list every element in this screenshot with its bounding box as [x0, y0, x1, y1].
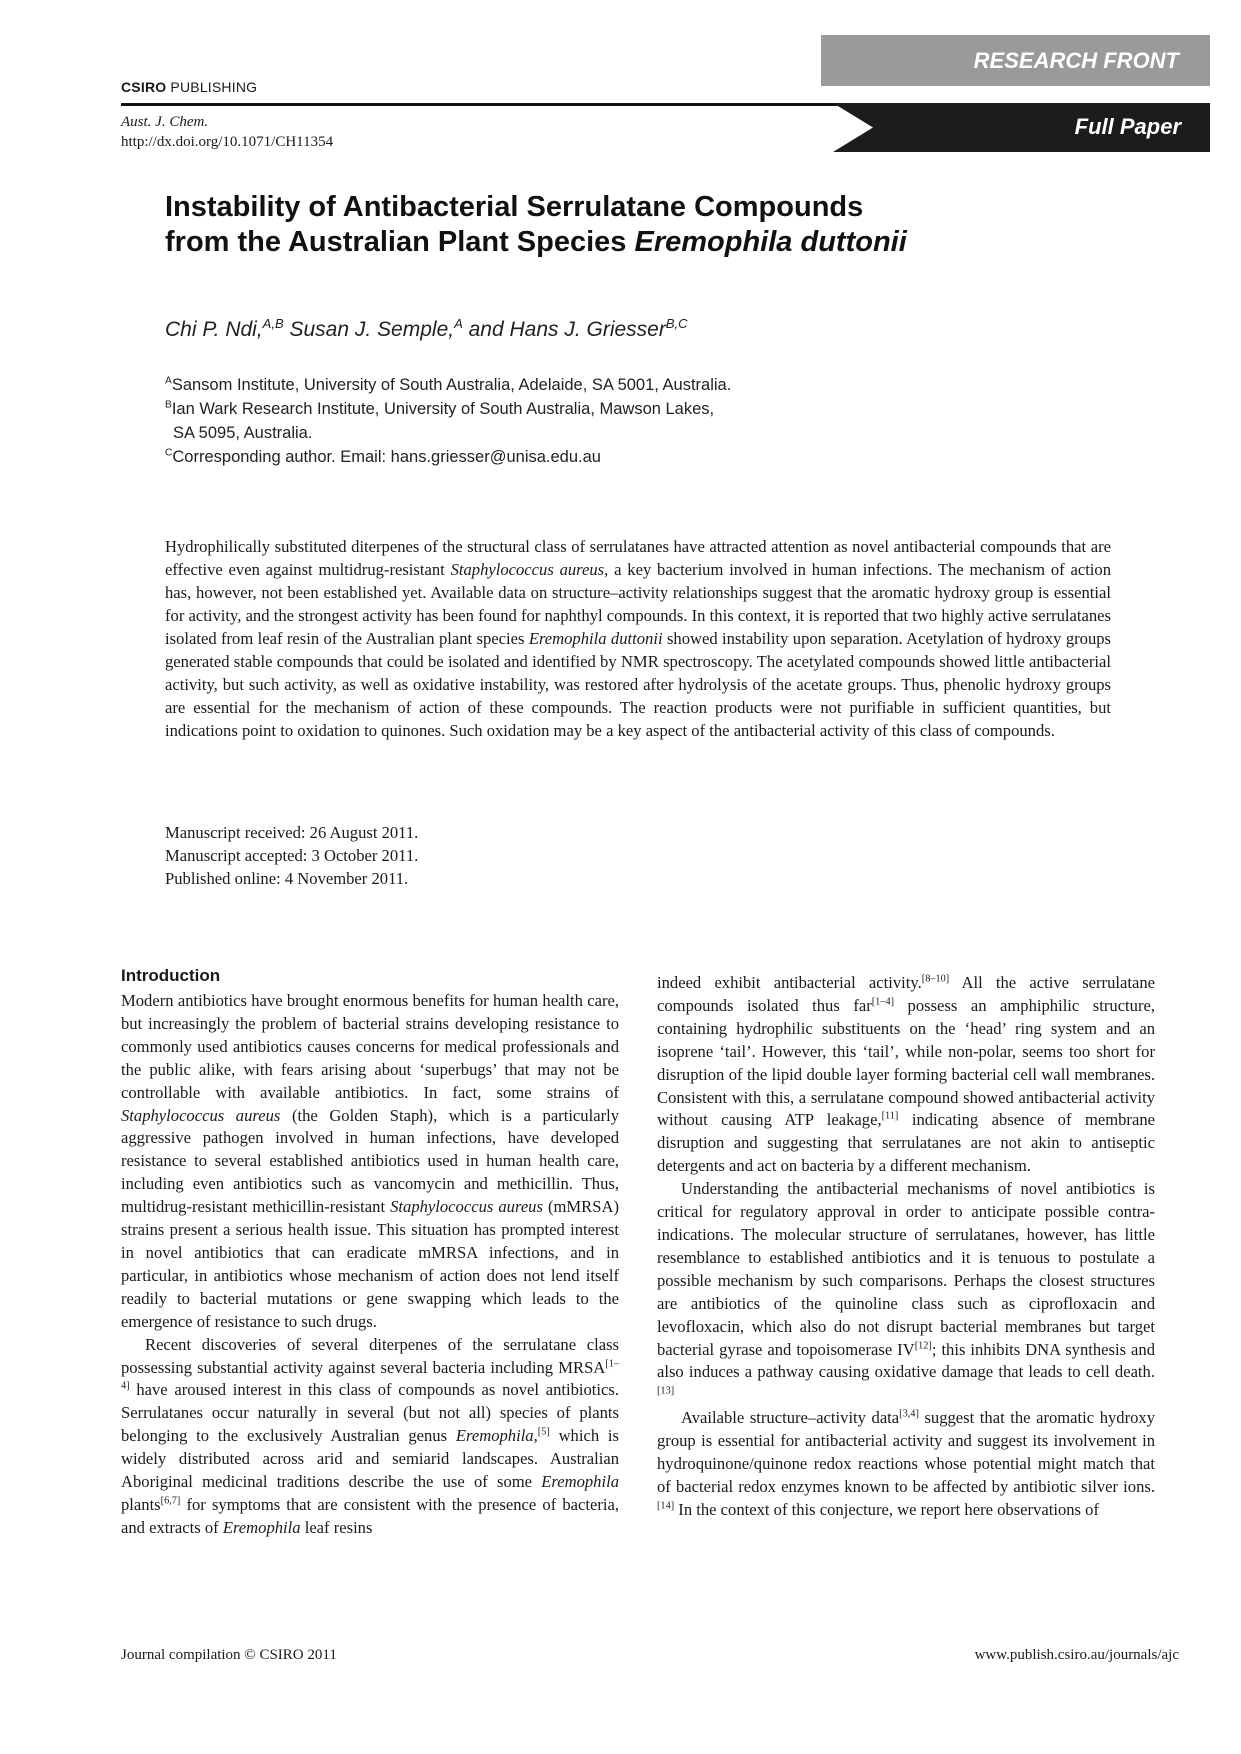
paragraph: indeed exhibit antibacterial activity.[8–10] All the active serrulatane compounds isolated thus far[1–4] possess an amphiphilic structure, containing hydrophilic substituents on the ‘head’ ring system and an isoprene ‘tail’. However, this ‘tail’, while non-polar, seems too short for disruption of the lipid double layer forming bacterial cell wall membranes. Consistent with this, a serrulatane compound showed antibacterial activity without causing ATP leakage,[11] indicating absence of membrane disruption and suggesting that serrulatanes are not akin to antiseptic detergents and act on bacteria by a different mechanism. — [657, 973, 1155, 1176]
research-front-banner — [821, 35, 1210, 86]
date-accepted: Manuscript accepted: 3 October 2011. — [165, 846, 419, 865]
paragraph: Modern antibiotics have brought enormous benefits for human health care, but increasingly the problem of bacterial strains developing resistance to commonly used antibiotics causes concerns for medical professionals and the public alike, with fears arising about ‘superbugs’ that may not be controllable with available antibiotics. In fact, some strains of Staphylococcus aureus (the Golden Staph), which is a particularly aggressive pathogen involved in human infections, have developed resistance to several established antibiotics used in human health care, including even antibiotics such as vancomycin and methicillin. Thus, multidrug-resistant methicillin-resistant Staphylococcus aureus (mMRSA) strains present a serious health issue. This situation has prompted interest in novel antibiotics that can eradicate mMRSA infections, and in particular, in antibiotics whose mechanism of action does not lend itself readily to bacterial mutations or gene swapping which leads to the emergence of resistance to such drugs. — [121, 991, 620, 1331]
date-published: Published online: 4 November 2011. — [165, 869, 409, 888]
body-column-left — [121, 990, 619, 1540]
journal-name: Aust. J. Chem. — [121, 114, 209, 130]
footer-copyright: Journal compilation © CSIRO 2011 — [121, 1647, 337, 1663]
title-line-1: Instability of Antibacterial Serrulatane Compounds — [165, 191, 864, 223]
title-line-2: from the Australian Plant Species Eremophila duttonii — [165, 226, 907, 258]
paragraph: Recent discoveries of several diterpenes of the serrulatane class possessing substantial activity against several bacteria including MRSA[1–4] have aroused interest in this class of compounds as novel antibiotics. Serrulatanes occur naturally in several (but not all) species of plants belonging to the exclusively Australian genus Eremophila,[5] which is widely distributed across arid and semiarid landscapes. Australian Aboriginal medicinal traditions describe the use of some Eremophila plants[6,7] for symptoms that are consistent with the presence of bacteria, and extracts of Eremophila leaf resins — [121, 1334, 619, 1537]
author-list: Chi P. Ndi,$^{A,B}$ Susan J. Semple,$^A$ and Hans J. Griesser$^{B,C}$ — [165, 316, 688, 341]
author: Susan J. Semple, — [283, 318, 455, 341]
body-column-right — [657, 972, 1155, 1522]
full-paper-label: Full Paper — [1074, 114, 1181, 139]
affiliation-c: $^C$Corresponding author. Email: hans.griesser@unisa.edu.au — [165, 447, 601, 466]
header-rule — [121, 103, 865, 106]
date-received: Manuscript received: 26 August 2011. — [165, 823, 419, 842]
section-heading-introduction: Introduction — [121, 966, 221, 985]
affiliation-a: $^A$Sansom Institute, University of South Australia, Adelaide, SA 5001, Australia. — [165, 375, 732, 394]
paragraph: Understanding the antibacterial mechanisms of novel antibiotics is critical for regulatory approval in order to anticipate possible contra-indications. The molecular structure of serrulatanes, however, has little resemblance to established antibiotics and it is tenuous to postulate a possible mechanism by such comparisons. Perhaps the closest structures are antibiotics of the quinoline class such as ciprofloxacin and levofloxacin, which also do not disrupt bacterial membranes but target bacterial gyrase and topoisomerase IV[12]; this inhibits DNA synthesis and also induces a pathway causing oxidative damage that leads to cell death.[13] — [657, 1179, 1155, 1397]
research-front-label: RESEARCH FRONT — [973, 48, 1179, 73]
affiliation-b-cont: SA 5095, Australia. — [173, 424, 313, 442]
paper-title — [165, 190, 1065, 260]
footer-url[interactable]: www.publish.csiro.au/journals/ajc — [974, 1647, 1179, 1663]
publisher-name: CSIRO PUBLISHING — [121, 79, 258, 95]
doi-link[interactable]: http://dx.doi.org/10.1071/CH11354 — [121, 134, 334, 150]
author: and Hans J. Griesser — [462, 318, 666, 341]
paragraph: Available structure–activity data[3,4] suggest that the aromatic hydroxy group is essential for antibacterial activity and suggest its involvement in hydroquinone/quinone redox reactions whose potential might match that of bacterial redox enzymes known to be affected by antibiotic silver ions.[14] In the context of this conjecture, we report here observations of — [657, 1408, 1156, 1519]
author: Chi P. Ndi, — [165, 318, 263, 341]
affiliation-b: $^B$Ian Wark Research Institute, University of South Australia, Mawson Lakes, — [165, 399, 715, 418]
abstract: Hydrophilically substituted diterpenes of the structural class of serrulatanes have attracted attention as novel antibacterial compounds that are effective even against multidrug-resistant Staphylococcus aureus, a key bacterium involved in human infections. The mechanism of action has, however, not been established yet. Available data on structure–activity relationships suggest that the aromatic hydroxy group is essential for activity, and the strongest activity has been found for naphthyl compounds. In this context, it is reported that two highly active serrulatanes isolated from leaf resin of the Australian plant species Eremophila duttonii showed instability upon separation. Acetylation of hydroxy groups generated stable compounds that could be isolated and identified by NMR spectroscopy. The acetylated compounds showed little antibacterial activity, but such activity, as well as oxidative instability, was restored after hydrolysis of the acetate groups. Thus, phenolic hydroxy groups are essential for the mechanism of action of these compounds. The reaction products were not purifiable in sufficient quantities, but indications point to oxidation to quinones. Such oxidation may be a key aspect of the antibacterial activity of this class of compounds. — [165, 537, 1112, 740]
